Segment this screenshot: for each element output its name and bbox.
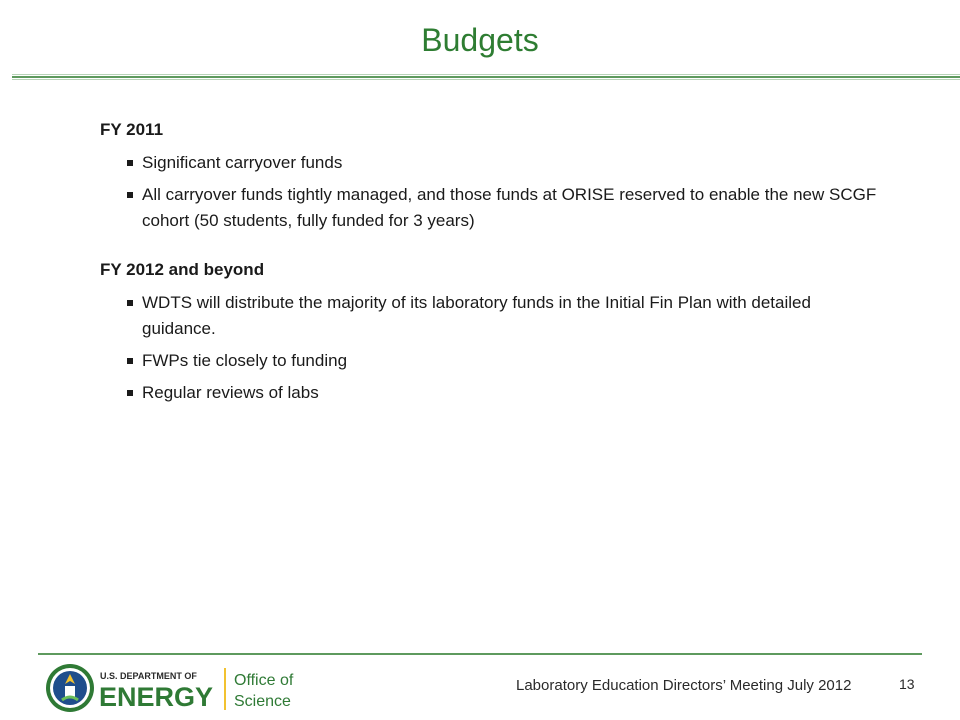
bullet-item xyxy=(100,150,880,176)
footer-divider xyxy=(38,653,922,655)
square-bullet-icon xyxy=(127,390,133,396)
slide-title: Budgets xyxy=(421,22,539,58)
page-number: 13 xyxy=(899,676,915,692)
slide-body xyxy=(100,118,880,430)
bullet-item xyxy=(100,348,880,374)
title-divider xyxy=(12,74,960,82)
bullet-text: FWPs tie closely to funding xyxy=(142,351,348,370)
logo-science-text: Science xyxy=(234,693,291,710)
bullet-list xyxy=(100,150,880,234)
square-bullet-icon xyxy=(127,358,133,364)
logo-department-text: U.S. DEPARTMENT OF xyxy=(100,671,197,681)
bullet-item xyxy=(100,290,880,342)
doe-seal-icon xyxy=(46,664,94,712)
bullet-item xyxy=(100,182,880,234)
bullet-text: Significant carryover funds xyxy=(142,153,343,172)
bullet-list xyxy=(100,290,880,406)
square-bullet-icon xyxy=(127,160,133,166)
square-bullet-icon xyxy=(127,192,133,198)
logo-energy-text: ENERGY xyxy=(99,682,214,712)
section-fy2012 xyxy=(100,258,880,406)
doe-office-of-science-logo xyxy=(44,662,314,714)
bullet-text: All carryover funds tightly managed, and those funds at ORISE reserved to enable the new SCGF cohort (50 students, fully funded for 3 years) xyxy=(142,185,877,230)
footer-meeting-text: Laboratory Education Directors’ Meeting July 2012 xyxy=(516,677,852,694)
bullet-text: Regular reviews of labs xyxy=(142,383,319,402)
bullet-text: WDTS will distribute the majority of its laboratory funds in the Initial Fin Plan with detailed guidance. xyxy=(142,293,811,338)
bullet-item xyxy=(100,380,880,406)
logo-office-text: Office of xyxy=(234,672,294,689)
square-bullet-icon xyxy=(127,300,133,306)
section-heading: FY 2012 and beyond xyxy=(100,260,265,279)
section-heading: FY 2011 xyxy=(100,120,164,139)
section-fy2011 xyxy=(100,118,880,234)
